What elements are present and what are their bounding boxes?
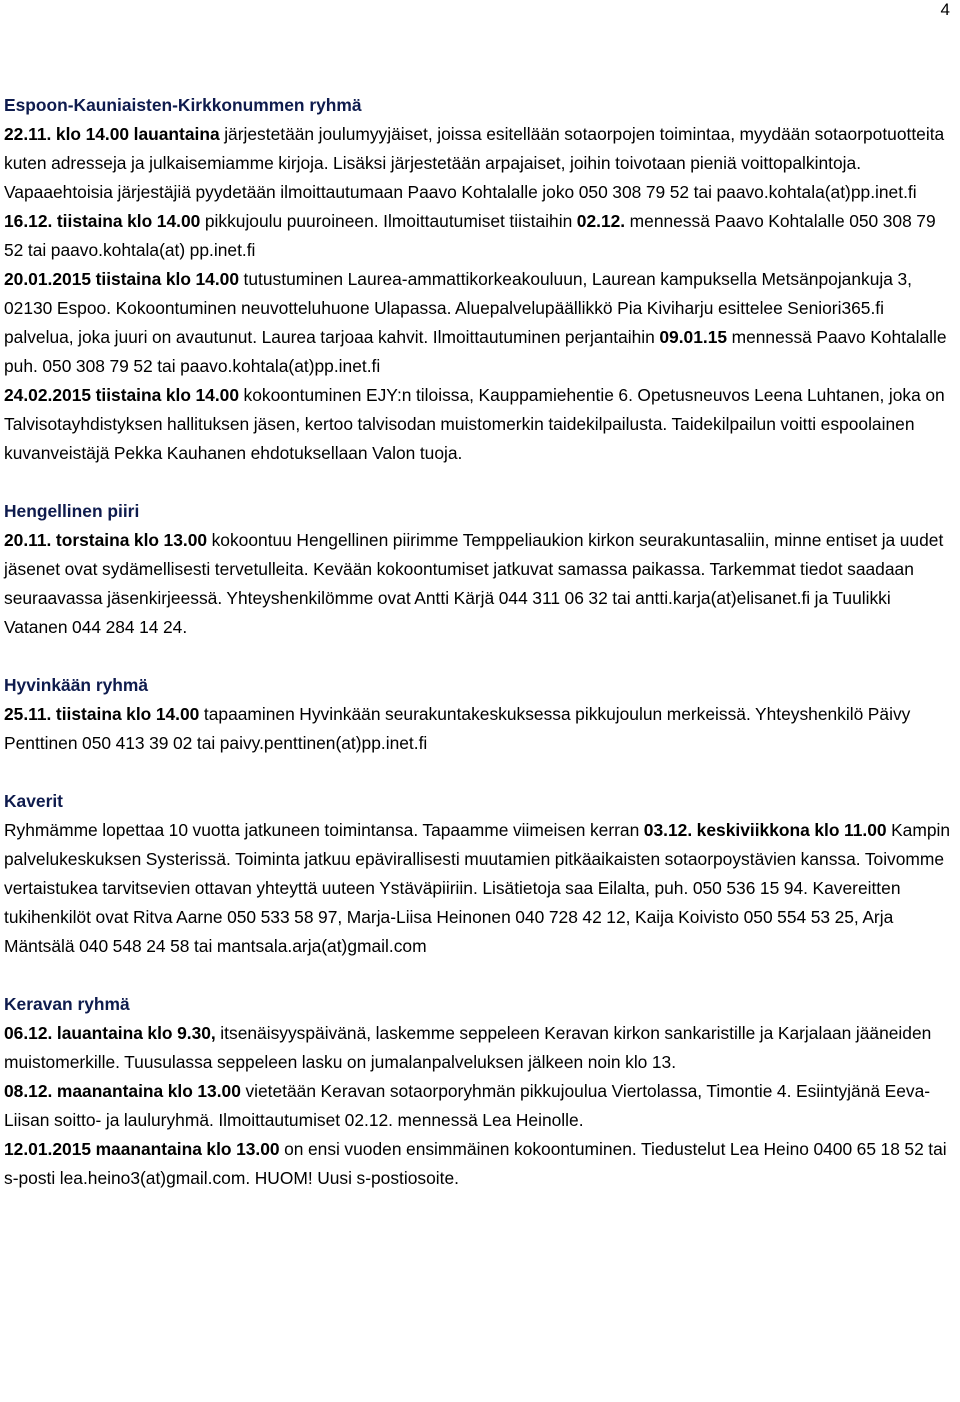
body-text: järjestetään joulumyyjäiset, joissa esitellään sotaorpojen toimintaa, myydään sotaorpotuotteita kuten adresseja ja julkaisemiamme kirjoja. Lisäksi järjestetään arpajaiset, joihin toivotaan pieniä voittopalkintoja. Vapaaehtoisia järjestäjiä pyydetään ilmoittautumaan Paavo Kohtalalle joko 050 308 79 52 tai paavo.kohtala(at)pp.inet.fi: [4, 124, 945, 202]
section: [4, 990, 956, 1193]
bold-date-text: 03.12. keskiviikkona klo 11.00: [643, 820, 887, 840]
bold-date-text: 20.11. torstaina klo 13.00: [4, 530, 208, 550]
section-heading: Hyvinkään ryhmä: [4, 675, 149, 695]
bold-date-text: 06.12. lauantaina klo 9.30,: [4, 1023, 216, 1043]
bold-date-text: 24.02.2015 tiistaina klo 14.00: [4, 385, 239, 405]
paragraph: [4, 1077, 956, 1135]
bold-date-text: 12.01.2015 maanantaina klo 13.00: [4, 1139, 280, 1159]
page-number: 4: [940, 0, 950, 19]
paragraph: [4, 207, 956, 265]
bold-date-text: 25.11. tiistaina klo 14.00: [4, 704, 200, 724]
paragraph: [4, 265, 956, 381]
bold-date-text: 09.01.15: [659, 327, 728, 347]
section-gap: [4, 468, 956, 497]
body-text: mennessä Paavo Kohtalalle 050 308 79 52 tai paavo.kohtala(at) pp.inet.fi: [4, 211, 936, 260]
paragraph: [4, 381, 956, 468]
paragraph: [4, 700, 956, 758]
paragraph: [4, 816, 956, 961]
section-heading: Espoon-Kauniaisten-Kirkkonummen ryhmä: [4, 95, 362, 115]
bold-date-text: 22.11. klo 14.00 lauantaina: [4, 124, 220, 144]
bold-date-text: 02.12.: [576, 211, 626, 231]
bold-date-text: 20.01.2015 tiistaina klo 14.00: [4, 269, 239, 289]
body-text: tutustuminen Laurea-ammattikorkeakouluun, Laurean kampuksella Metsänpojankuja 3, 02130 Espoo. Kokoontuminen neuvotteluhuone Ulapassa. Aluepalvelupäällikkö Pia Kiviharju esittelee Seniori365.fi palvelua, joka juuri on avautunut. Laurea tarjoaa kahvit. Ilmoittautuminen perjantaihin: [4, 269, 912, 347]
section-gap: [4, 642, 956, 671]
bold-date-text: 16.12. tiistaina klo 14.00: [4, 211, 201, 231]
paragraph: [4, 1135, 956, 1193]
body-text: Kampin palvelukeskuksen Systerissä. Toiminta jatkuu epävirallisesti muutamien pitkäaikaisten sotaorpoystävien kanssa. Toivomme vertaistukea tarvitsevien ottavan yhteyttä uuteen Ystäväpiiriin. Lisätietoja saa Eilalta, puh. 050 536 15 94. Kavereitten tukihenkilöt ovat Ritva Aarne 050 533 58 97, Marja-Liisa Heinonen 040 728 42 12, Kaija Koivisto 050 554 53 25, Arja Mäntsälä 040 548 24 58 tai mantsala.arja(at)gmail.com: [4, 820, 951, 956]
section: [4, 787, 956, 961]
document-body: [4, 91, 956, 1193]
body-text: kokoontuminen EJY:n tiloissa, Kauppamiehentie 6. Opetusneuvos Leena Luhtanen, joka on Talvisotayhdistyksen hallituksen jäsen, kertoo talvisodan muistomerkin taidekilpailusta. Taidekilpailun voitti espoolainen kuvanveistäjä Pekka Kauhanen ehdotuksellaan Valon tuoja.: [4, 385, 945, 463]
body-text: pikkujoulu puuroineen. Ilmoittautumiset tiistaihin: [200, 211, 577, 231]
body-text: kokoontuu Hengellinen piirimme Temppeliaukion kirkon seurakuntasaliin, minne entiset ja uudet jäsenet ovat sydämellisesti tervetulleita. Kevään kokoontumiset jatkuvat samassa paikassa. Tarkemmat tiedot saadaan seuraavassa jäsenkirjeessä. Yhteyshenkilömme ovat Antti Kärjä 044 311 06 32 tai antti.karja(at)elisanet.fi ja Tuulikki Vatanen 044 284 14 24.: [4, 530, 944, 637]
body-text: vietetään Keravan sotaorporyhmän pikkujoulua Viertolassa, Timontie 4. Esiintyjänä Eeva-Liisan soitto- ja lauluryhmä. Ilmoittautumiset 02.12. mennessä Lea Heinolle.: [4, 1081, 931, 1130]
body-text: itsenäisyyspäivänä, laskemme seppeleen Keravan kirkon sankaristille ja Karjalaan jääneiden muistomerkille. Tuusulassa seppeleen lasku on jumalanpalveluksen jälkeen noin klo 13.: [4, 1023, 932, 1072]
section-heading: Keravan ryhmä: [4, 994, 130, 1014]
body-text: tapaaminen Hyvinkään seurakuntakeskuksessa pikkujoulun merkeissä. Yhteyshenkilö Päivy Penttinen 050 413 39 02 tai paivy.penttinen(at)pp.inet.fi: [4, 704, 911, 753]
paragraph: [4, 526, 956, 642]
body-text: Ryhmämme lopettaa 10 vuotta jatkuneen toimintansa. Tapaamme viimeisen kerran: [4, 820, 644, 840]
section: [4, 497, 956, 642]
section-gap: [4, 758, 956, 787]
section: [4, 671, 956, 758]
paragraph: [4, 1019, 956, 1077]
section: [4, 91, 956, 468]
section-gap: [4, 961, 956, 990]
body-text: mennessä Paavo Kohtalalle puh. 050 308 79 52 tai paavo.kohtala(at)pp.inet.fi: [4, 327, 947, 376]
section-heading: Kaverit: [4, 791, 63, 811]
paragraph: [4, 120, 956, 207]
bold-date-text: 08.12. maanantaina klo 13.00: [4, 1081, 241, 1101]
body-text: on ensi vuoden ensimmäinen kokoontuminen. Tiedustelut Lea Heino 0400 65 18 52 tai s-posti lea.heino3(at)gmail.com. HUOM! Uusi s-postiosoite.: [4, 1139, 947, 1188]
section-heading: Hengellinen piiri: [4, 501, 140, 521]
